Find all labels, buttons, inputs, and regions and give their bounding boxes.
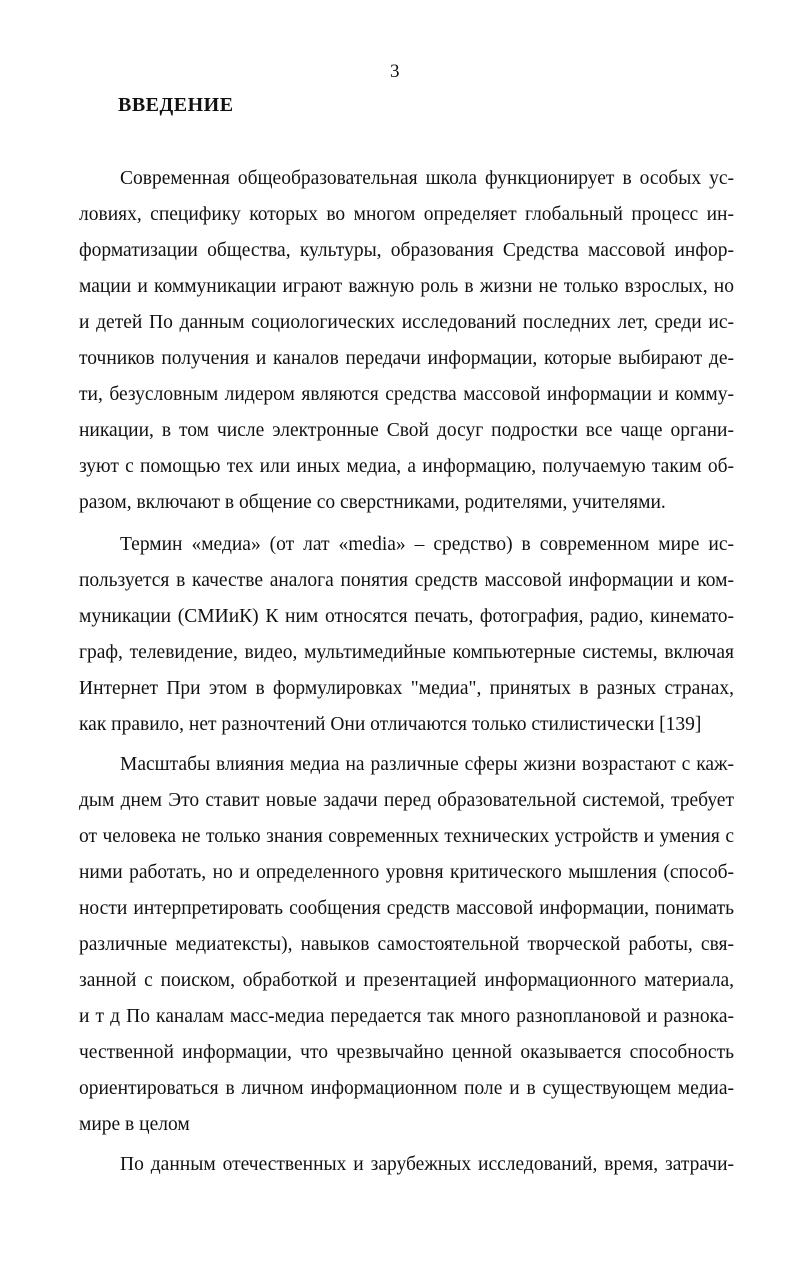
text-line: никации, в том числе электронные Свой досуг подростки все чаще органи- bbox=[79, 420, 734, 441]
text-line: чественной информации, что чрезвычайно ценной оказывается способность bbox=[79, 1042, 734, 1063]
text-line: Современная общеобразовательная школа функционирует в особых ус- bbox=[120, 168, 734, 189]
text-line: Масштабы влияния медиа на различные сферы жизни возрастают с каж- bbox=[120, 754, 734, 775]
text-line: точников получения и каналов передачи информации, которые выбирают де- bbox=[79, 348, 734, 369]
text-line: ними работать, но и определенного уровня критического мышления (способ- bbox=[79, 862, 734, 883]
text-line: граф, телевидение, видео, мультимедийные компьютерные системы, включая bbox=[79, 642, 734, 663]
text-line: и т д По каналам масс-медиа передается так много разноплановой и разнока- bbox=[79, 1006, 734, 1027]
text-line: ловиях, специфику которых во многом определяет глобальный процесс ин- bbox=[79, 204, 734, 225]
section-heading: ВВЕДЕНИЕ bbox=[118, 94, 234, 116]
text-line: ти, безусловным лидером являются средства массовой информации и комму- bbox=[79, 384, 734, 405]
text-line: зуют с помощью тех или иных медиа, а информацию, получаемую таким об- bbox=[79, 456, 734, 477]
text-line: и детей По данным социологических исследований последних лет, среди ис- bbox=[79, 312, 734, 333]
text-line: разом, включают в общение со сверстниками, родителями, учителями. bbox=[79, 492, 666, 513]
page-number: 3 bbox=[390, 61, 400, 82]
text-line: мации и коммуникации играют важную роль в жизни не только взрослых, но bbox=[79, 276, 734, 297]
text-line: По данным отечественных и зарубежных исследований, время, затрачи- bbox=[120, 1154, 734, 1175]
text-line: муникации (СМИиК) К ним относятся печать, фотография, радио, кинемато- bbox=[79, 606, 734, 627]
text-line: ности интерпретировать сообщения средств массовой информации, понимать bbox=[79, 898, 734, 919]
text-line: от человека не только знания современных технических устройств и умения с bbox=[79, 826, 734, 847]
text-line: как правило, нет разночтений Они отличаются только стилистически [139] bbox=[79, 714, 702, 735]
text-line: пользуется в качестве аналога понятия средств массовой информации и ком- bbox=[79, 570, 734, 591]
text-line: различные медиатексты), навыков самостоятельной творческой работы, свя- bbox=[79, 934, 734, 955]
text-line: ориентироваться в личном информационном поле и в существующем медиа- bbox=[79, 1078, 734, 1099]
text-line: Интернет При этом в формулировках "медиа", принятых в разных странах, bbox=[79, 678, 734, 699]
text-line: Термин «медиа» (от лат «media» – средство) в современном мире ис- bbox=[120, 534, 734, 555]
text-line: занной с поиском, обработкой и презентацией информационного материала, bbox=[79, 970, 734, 991]
text-line: мире в целом bbox=[79, 1114, 190, 1135]
text-line: форматизации общества, культуры, образования Средства массовой инфор- bbox=[79, 240, 734, 261]
text-line: дым днем Это ставит новые задачи перед образовательной системой, требует bbox=[79, 790, 734, 811]
